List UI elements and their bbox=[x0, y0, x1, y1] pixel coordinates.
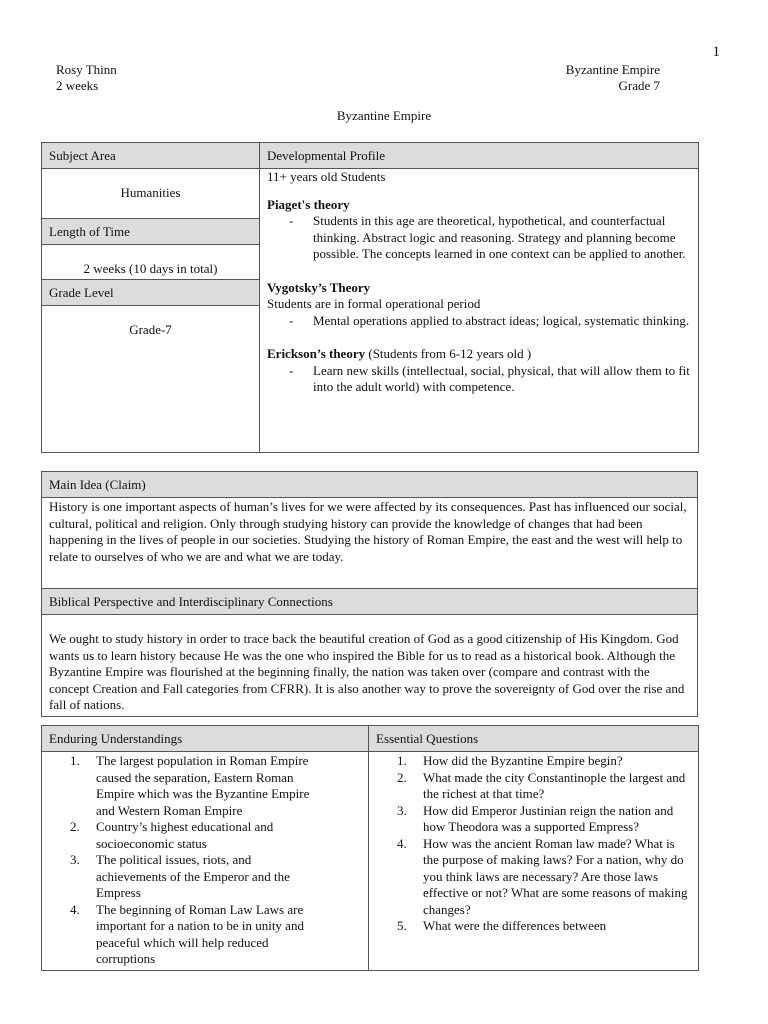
questions-list bbox=[369, 753, 692, 935]
understanding-item: 4. The beginning of Roman Law Laws are important for a nation to be in unity and peaceful which will help reduced corruptions bbox=[70, 901, 304, 966]
unit-duration: 2 weeks bbox=[56, 78, 99, 93]
profile-table bbox=[41, 142, 699, 453]
author-name: Rosy Thinn bbox=[56, 62, 117, 77]
subject-area-label: Subject Area bbox=[42, 143, 260, 169]
erickson-point: - Learn new skills (intellectual, social, physical, that will allow them to fit into the adult world) with competence. bbox=[267, 363, 691, 396]
main-idea-table bbox=[41, 471, 698, 717]
enduring-understandings-cell bbox=[42, 752, 369, 971]
vygotsky-list bbox=[267, 313, 691, 330]
page-number: 1 bbox=[712, 44, 720, 60]
erickson-list bbox=[267, 363, 691, 396]
vygotsky-point: - Mental operations applied to abstract ideas; logical, systematic thinking. bbox=[267, 313, 691, 330]
grade-level-label: Grade Level bbox=[42, 280, 260, 306]
question-item: 4. How was the ancient Roman law made? What is the purpose of making laws? For a nation, why do you think laws are necessary? Are those laws effective or not? What are some reasons of making changes? bbox=[397, 835, 688, 917]
vygotsky-heading: Vygotsky’s Theory bbox=[267, 279, 371, 295]
biblical-perspective-text: We ought to study history in order to trace back the beautiful creation of God as a good citizenship of His Kingdom. God wants us to learn history because He was the one who inspired the Bible for us to read as a historical book. Although the Byzantine Empire was flourished at the beginning finally, the nation was taken over (compare and contrast with the concept Creation and Fall categories from CFRR). It is also another way to prove the sovereignty of God over the rise and fall of nations. bbox=[42, 615, 698, 717]
document-title: Byzantine Empire bbox=[336, 108, 432, 123]
vygotsky-intro: Students are in formal operational period bbox=[267, 296, 481, 311]
length-of-time-value: 2 weeks (10 days in total) bbox=[42, 245, 260, 280]
understandings-table bbox=[41, 725, 699, 971]
understanding-item: 3. The political issues, riots, and achievements of the Emperor and the Empress bbox=[70, 852, 290, 900]
subject-area-value: Humanities bbox=[42, 169, 260, 219]
length-of-time-label: Length of Time bbox=[42, 219, 260, 245]
main-idea-text: History is one important aspects of human’s lives for we were affected by its consequences. Past has influenced our social, cultural, political and religion. Only through studying history can provide the knowledge of changes that had been happening in the lives of people in our societies. Studying the history of Roman Empire, the east and the west will help to relate to ourselves of who we are and what we are today. bbox=[42, 498, 698, 589]
age-line: 11+ years old Students bbox=[267, 169, 386, 184]
developmental-profile-content bbox=[260, 169, 699, 453]
understandings-list bbox=[42, 753, 318, 968]
understanding-item: 1. The largest population in Roman Empire caused the separation, Eastern Roman Empire which was the Byzantine Empire and Western Roman Empire bbox=[70, 753, 310, 818]
piaget-point: - Students in this age are theoretical, hypothetical, and counterfactual thinking. Abstract logic and reasoning. Strategy and planning become possible. The concepts learned in one context can be applied to another. bbox=[267, 213, 691, 263]
grade-level-value: Grade-7 bbox=[42, 306, 260, 453]
essential-questions-label: Essential Questions bbox=[369, 726, 699, 752]
essential-questions-cell bbox=[369, 752, 699, 971]
enduring-understandings-label: Enduring Understandings bbox=[42, 726, 369, 752]
question-item: 3. How did Emperor Justinian reign the nation and how Theodora was a supported Empress? bbox=[397, 802, 674, 834]
main-idea-label: Main Idea (Claim) bbox=[42, 472, 698, 498]
developmental-profile-label: Developmental Profile bbox=[260, 143, 699, 169]
erickson-heading: Erickson’s theory (Students from 6-12 years old ) bbox=[267, 346, 532, 361]
grade-header: Grade 7 bbox=[618, 78, 660, 93]
question-item: 5. What were the differences between bbox=[397, 918, 607, 933]
piaget-heading: Piaget's theory bbox=[267, 196, 350, 212]
biblical-perspective-label: Biblical Perspective and Interdisciplinary Connections bbox=[42, 589, 698, 615]
question-item: 1. How did the Byzantine Empire begin? bbox=[397, 753, 623, 768]
unit-topic: Byzantine Empire bbox=[565, 62, 660, 77]
piaget-list bbox=[267, 213, 691, 263]
understanding-item: 2. Country’s highest educational and socioeconomic status bbox=[70, 819, 274, 851]
question-item: 2. What made the city Constantinople the largest and the richest at that time? bbox=[397, 769, 686, 801]
